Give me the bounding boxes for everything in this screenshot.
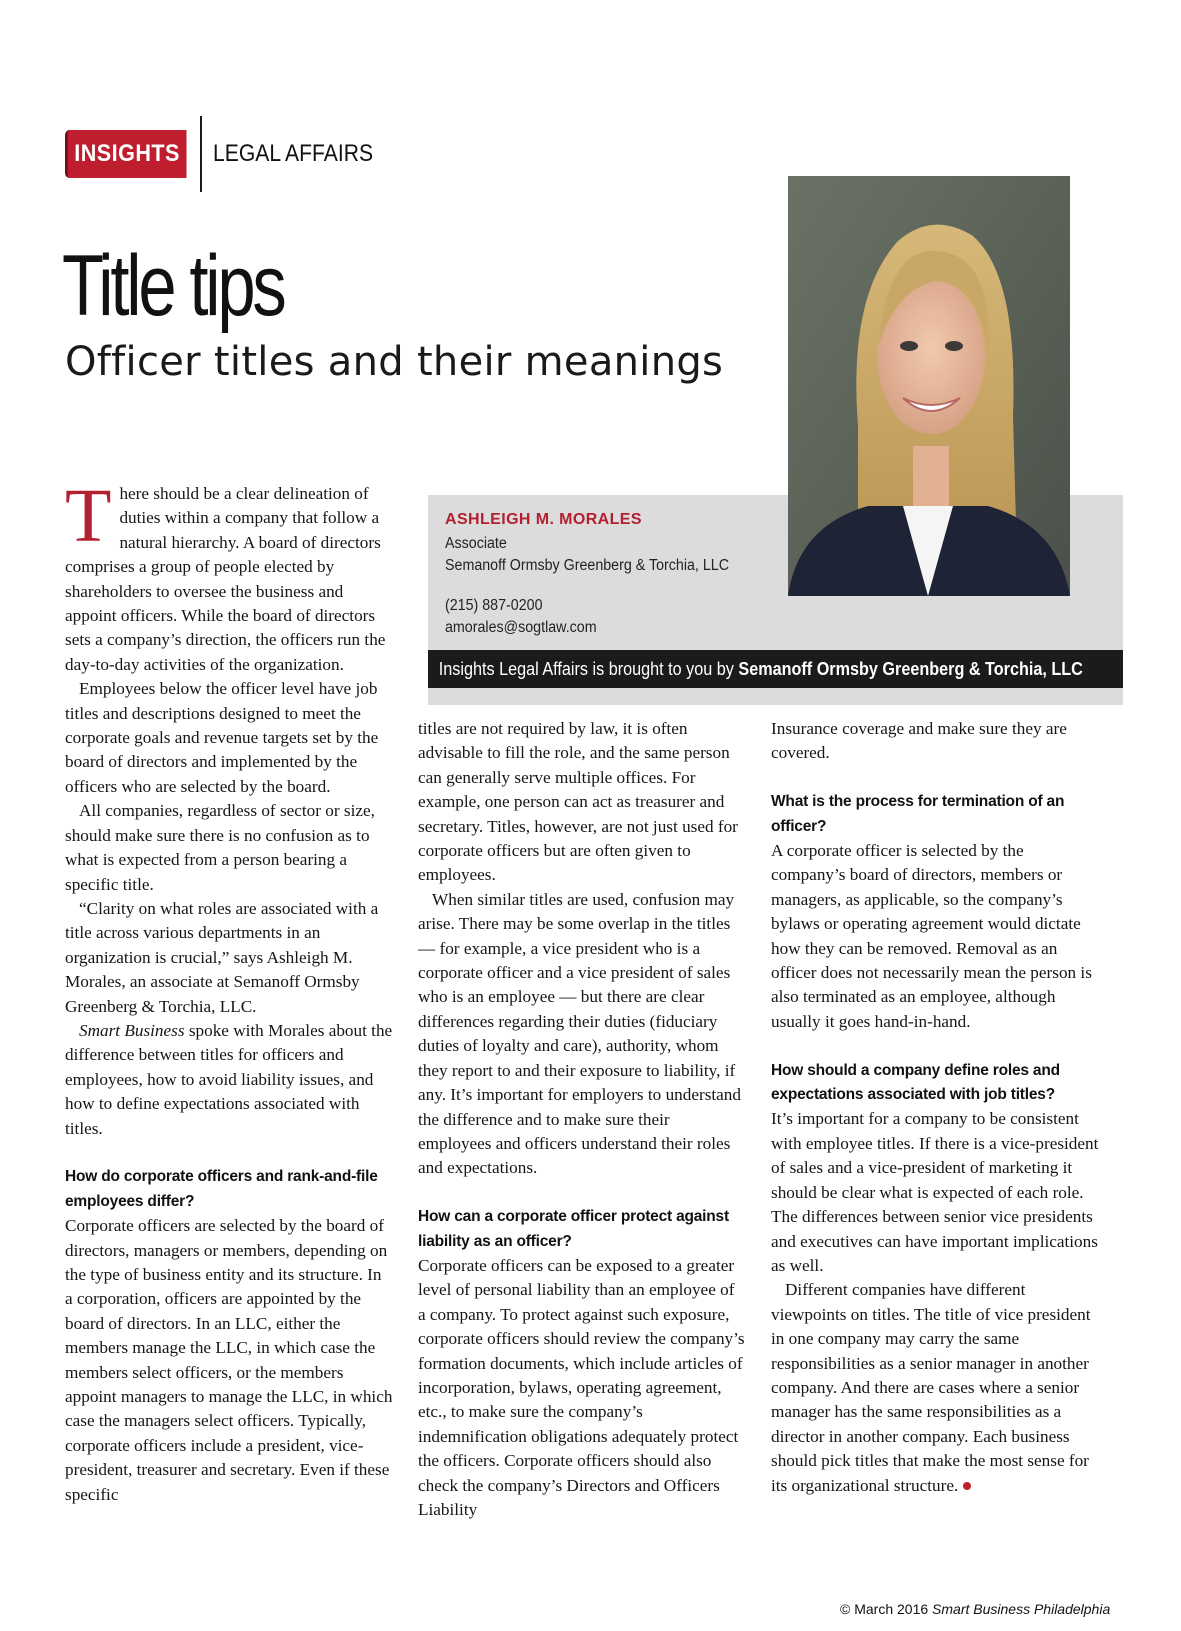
paragraph: All companies, regardless of sector or size, should make sure there is no confusion as to what is expected from a person bearing a specific title. [65, 801, 375, 894]
author-firm: Semanoff Ormsby Greenberg & Torchia, LLC [445, 557, 730, 574]
author-email[interactable]: amorales@sogtlaw.com [445, 619, 597, 636]
author-phone: (215) 887-0200 [445, 597, 543, 614]
column-3 [771, 717, 1099, 1498]
sponsor-bar [428, 650, 1123, 688]
article-subtitle: Officer titles and their meanings [65, 339, 724, 385]
paragraph: Corporate officers are selected by the board of directors, managers or members, depending on the type of business entity and its structure. In a corporation, officers are appointed by the board of directors. In an LLC, either the members manage the LLC, in which case the members select officers, or the members appoint managers to manage the LLC, in which case the managers select officers. Typically, corporate officers include a president, vice-president, treasurer and secretary. Even if these specific [65, 1216, 393, 1504]
section-tag-insights: INSIGHTS [65, 130, 187, 178]
section-heading: How should a company define roles and expectations associated with job titles? [771, 1061, 1060, 1104]
paragraph: titles are not required by law, it is often advisable to fill the role, and the same person can generally serve multiple offices. For example, one person can act as treasurer and secretary. Titles, however, are not just used for corporate officers but are often given to employees. [418, 719, 738, 885]
sponsor-name: Semanoff Ormsby Greenberg & Torchia, LLC [738, 659, 1083, 679]
paragraph-quote: “Clarity on what roles are associated with a title across various departments in an organization is crucial,” says Ashleigh M. Morales, an associate at Semanoff Ormsby Greenberg & Torchia, LLC. [65, 898, 379, 1016]
paragraph: When similar titles are used, confusion may arise. There may be some overlap in the titles — for example, a vice president who is a corporate officer and a vice president of sales who is an employee — but there are clear differences regarding their duties (fiduciary duties of loyalty and care), authority, whom they report to and their exposure to liability, if any. It’s important for employers to understand the difference and to make sure their employees and officers understand their roles and expectations. [418, 889, 741, 1178]
tag-divider [200, 116, 202, 192]
paragraph: Smart Business spoke with Morales about the difference between titles for officers and employees, how to avoid liability issues, and how to define expectations associated with titles. [65, 1020, 393, 1138]
footer-copyright: © March 2016 [840, 1601, 933, 1617]
paragraph-intro: here should be a clear delineation of duties within a company that follow a natural hierarchy. A board of directors comprises a group of people elected by shareholders to oversee the business and appoint officers. While the board of directors sets a company’s direction, the officers run the day-to-day activities of the organization. [65, 484, 386, 674]
paragraph: Corporate officers can be exposed to a greater level of personal liability than an employee of a company. To protect against such exposure, corporate officers should review the company’s formation documents, which include articles of incorporation, bylaws, operating agreement, etc., to make sure the company’s indemnification obligations adequately protect the officers. Corporate officers should also check the company’s Directors and Officers Liability [418, 1255, 745, 1519]
paragraph: Employees below the officer level have job titles and descriptions designed to meet the corporate goals and revenue targets set by the board of directors and implemented by the officers who are selected by the board. [65, 679, 379, 796]
article-title: Title tips [62, 238, 284, 334]
section-label-legal-affairs: LEGAL AFFAIRS [213, 140, 374, 167]
section-heading: How can a corporate officer protect against liability as an officer? [418, 1208, 729, 1250]
author-photo [788, 176, 1070, 596]
section-heading: How do corporate officers and rank-and-file employees differ? [65, 1168, 378, 1210]
section-heading: What is the process for termination of an officer? [771, 793, 1065, 835]
footer-publication: Smart Business Philadelphia [932, 1601, 1111, 1617]
publication-name: Smart Business [79, 1020, 185, 1040]
sponsor-prefix: Insights Legal Affairs is brought to you by [438, 659, 739, 679]
column-1 [65, 474, 393, 1507]
author-name: ASHLEIGH M. MORALES [445, 511, 642, 528]
end-mark-icon [963, 1482, 971, 1490]
drop-cap: T [65, 474, 112, 558]
page-footer [840, 1601, 1110, 1617]
paragraph-final: Different companies have different viewpoints on titles. The title of vice president in one company may carry the same responsibilities as a senior manager in another company. And there are cases where a senior manager has the same responsibilities as a director in another company. Each business should pick titles that make the most sense for its organizational structure. [771, 1280, 1091, 1495]
paragraph: A corporate officer is selected by the company’s board of directors, members or managers, as applicable, so the company’s bylaws or operating agreement would dictate how they can be removed. Removal as an officer does not necessarily mean the person is also terminated as an employee, although usually it goes hand-in-hand. [771, 841, 1092, 1031]
column-2 [418, 717, 746, 1522]
paragraph: Insurance coverage and make sure they are covered. [771, 719, 1067, 763]
author-role: Associate [445, 535, 507, 552]
paragraph: It’s important for a company to be consistent with employee titles. If there is a vice-president of sales and a vice-president of marketing it should be clear what is expected of each role. The differences between senior vice presidents and executives can have important implications as well. [771, 1109, 1099, 1275]
